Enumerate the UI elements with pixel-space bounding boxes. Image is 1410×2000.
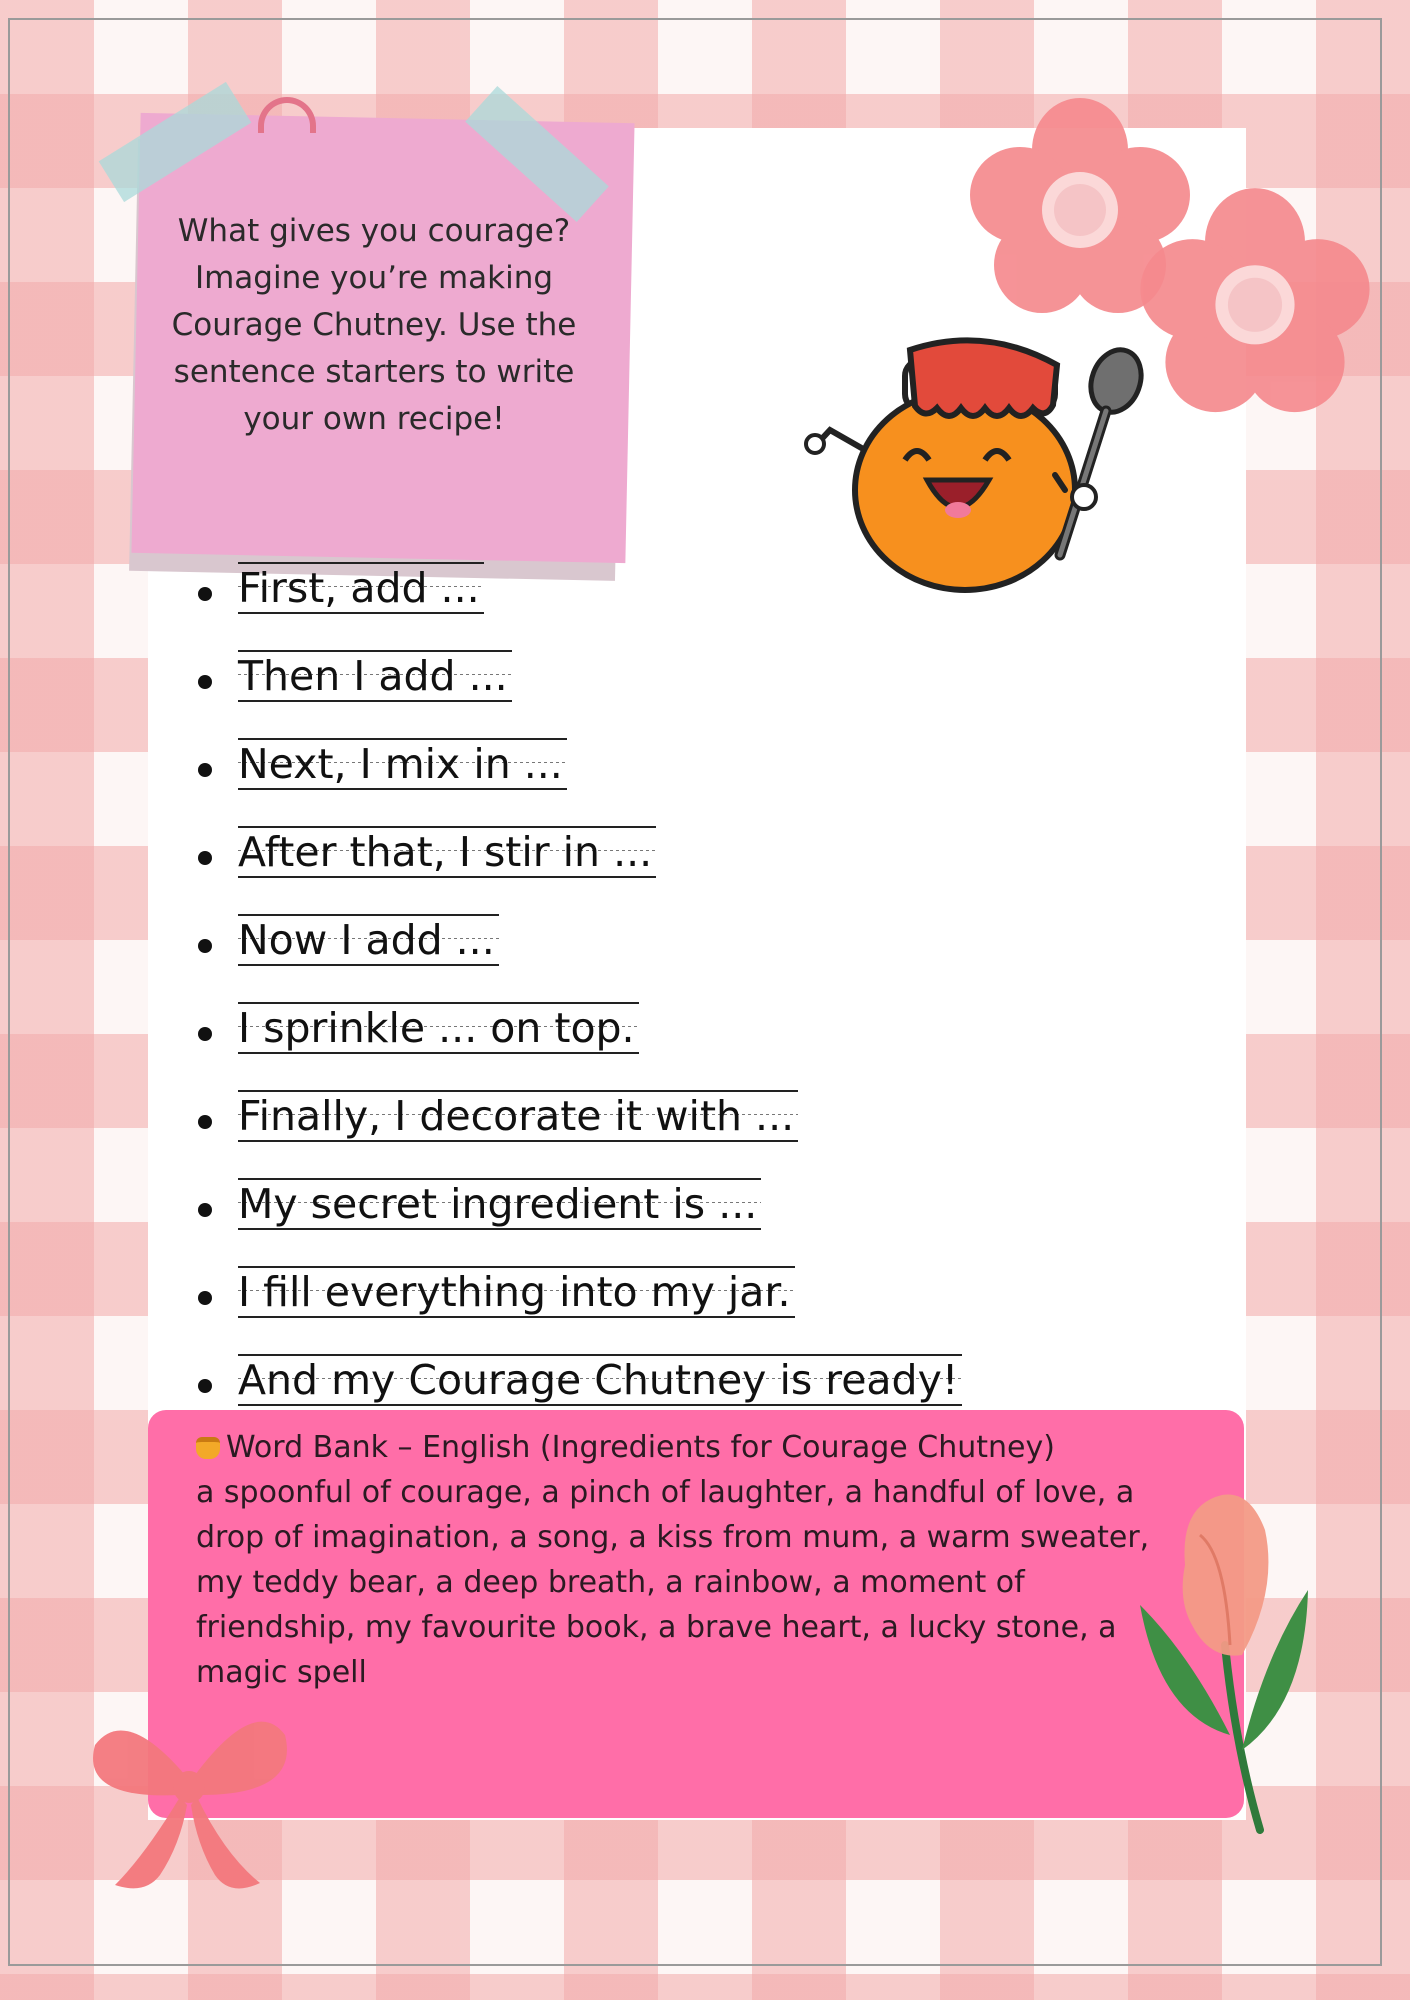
bullet-icon	[198, 1203, 212, 1217]
bullet-icon	[198, 675, 212, 689]
bullet-icon	[198, 1291, 212, 1305]
bullet-icon	[198, 1379, 212, 1393]
list-item	[190, 633, 962, 721]
flower-icon	[1130, 185, 1380, 435]
list-item	[190, 1161, 962, 1249]
honey-pot-icon	[196, 1437, 220, 1459]
bullet-icon	[198, 587, 212, 601]
list-item	[190, 985, 962, 1073]
word-bank	[196, 1425, 1156, 1695]
paper-clip-icon	[258, 97, 316, 133]
bullet-icon	[198, 851, 212, 865]
word-bank-text: a spoonful of courage, a pinch of laughter, a handful of love, a drop of imagination, a song, a kiss from mum, a warm sweater, my teddy bear, a deep breath, a rainbow, a moment of friendship, my favourite book, a brave heart, a lucky stone, a magic spell	[196, 1475, 1150, 1690]
list-item	[190, 721, 962, 809]
starter-text: I fill everything into my jar.	[238, 1266, 795, 1320]
tulip-icon	[1130, 1495, 1320, 1835]
bullet-icon	[198, 939, 212, 953]
list-item	[190, 897, 962, 985]
list-item	[190, 1249, 962, 1337]
word-bank-title	[196, 1425, 1156, 1470]
starter-text: Finally, I decorate it with ...	[238, 1090, 798, 1144]
starter-text: Now I add ...	[238, 914, 499, 968]
spoon-icon	[1040, 345, 1150, 565]
starter-text: Next, I mix in ...	[238, 738, 567, 792]
starter-text: First, add ...	[238, 562, 484, 616]
starter-text: And my Courage Chutney is ready!	[238, 1354, 962, 1408]
list-item	[190, 809, 962, 897]
starter-text: My secret ingredient is ...	[238, 1178, 761, 1232]
list-item	[190, 545, 962, 633]
bow-icon	[85, 1705, 295, 1905]
bullet-icon	[198, 1027, 212, 1041]
bullet-icon	[198, 763, 212, 777]
word-bank-title-text: Word Bank – English (Ingredients for Courage Chutney)	[226, 1430, 1055, 1465]
bullet-icon	[198, 1115, 212, 1129]
starter-text: I sprinkle ... on top.	[238, 1002, 639, 1056]
list-item	[190, 1073, 962, 1161]
sentence-starter-list	[190, 545, 962, 1425]
starter-text: After that, I stir in ...	[238, 826, 656, 880]
prompt-text: What gives you courage? Imagine you’re making Courage Chutney. Use the sentence starters to write your own recipe!	[171, 213, 577, 437]
starter-text: Then I add ...	[238, 650, 512, 704]
